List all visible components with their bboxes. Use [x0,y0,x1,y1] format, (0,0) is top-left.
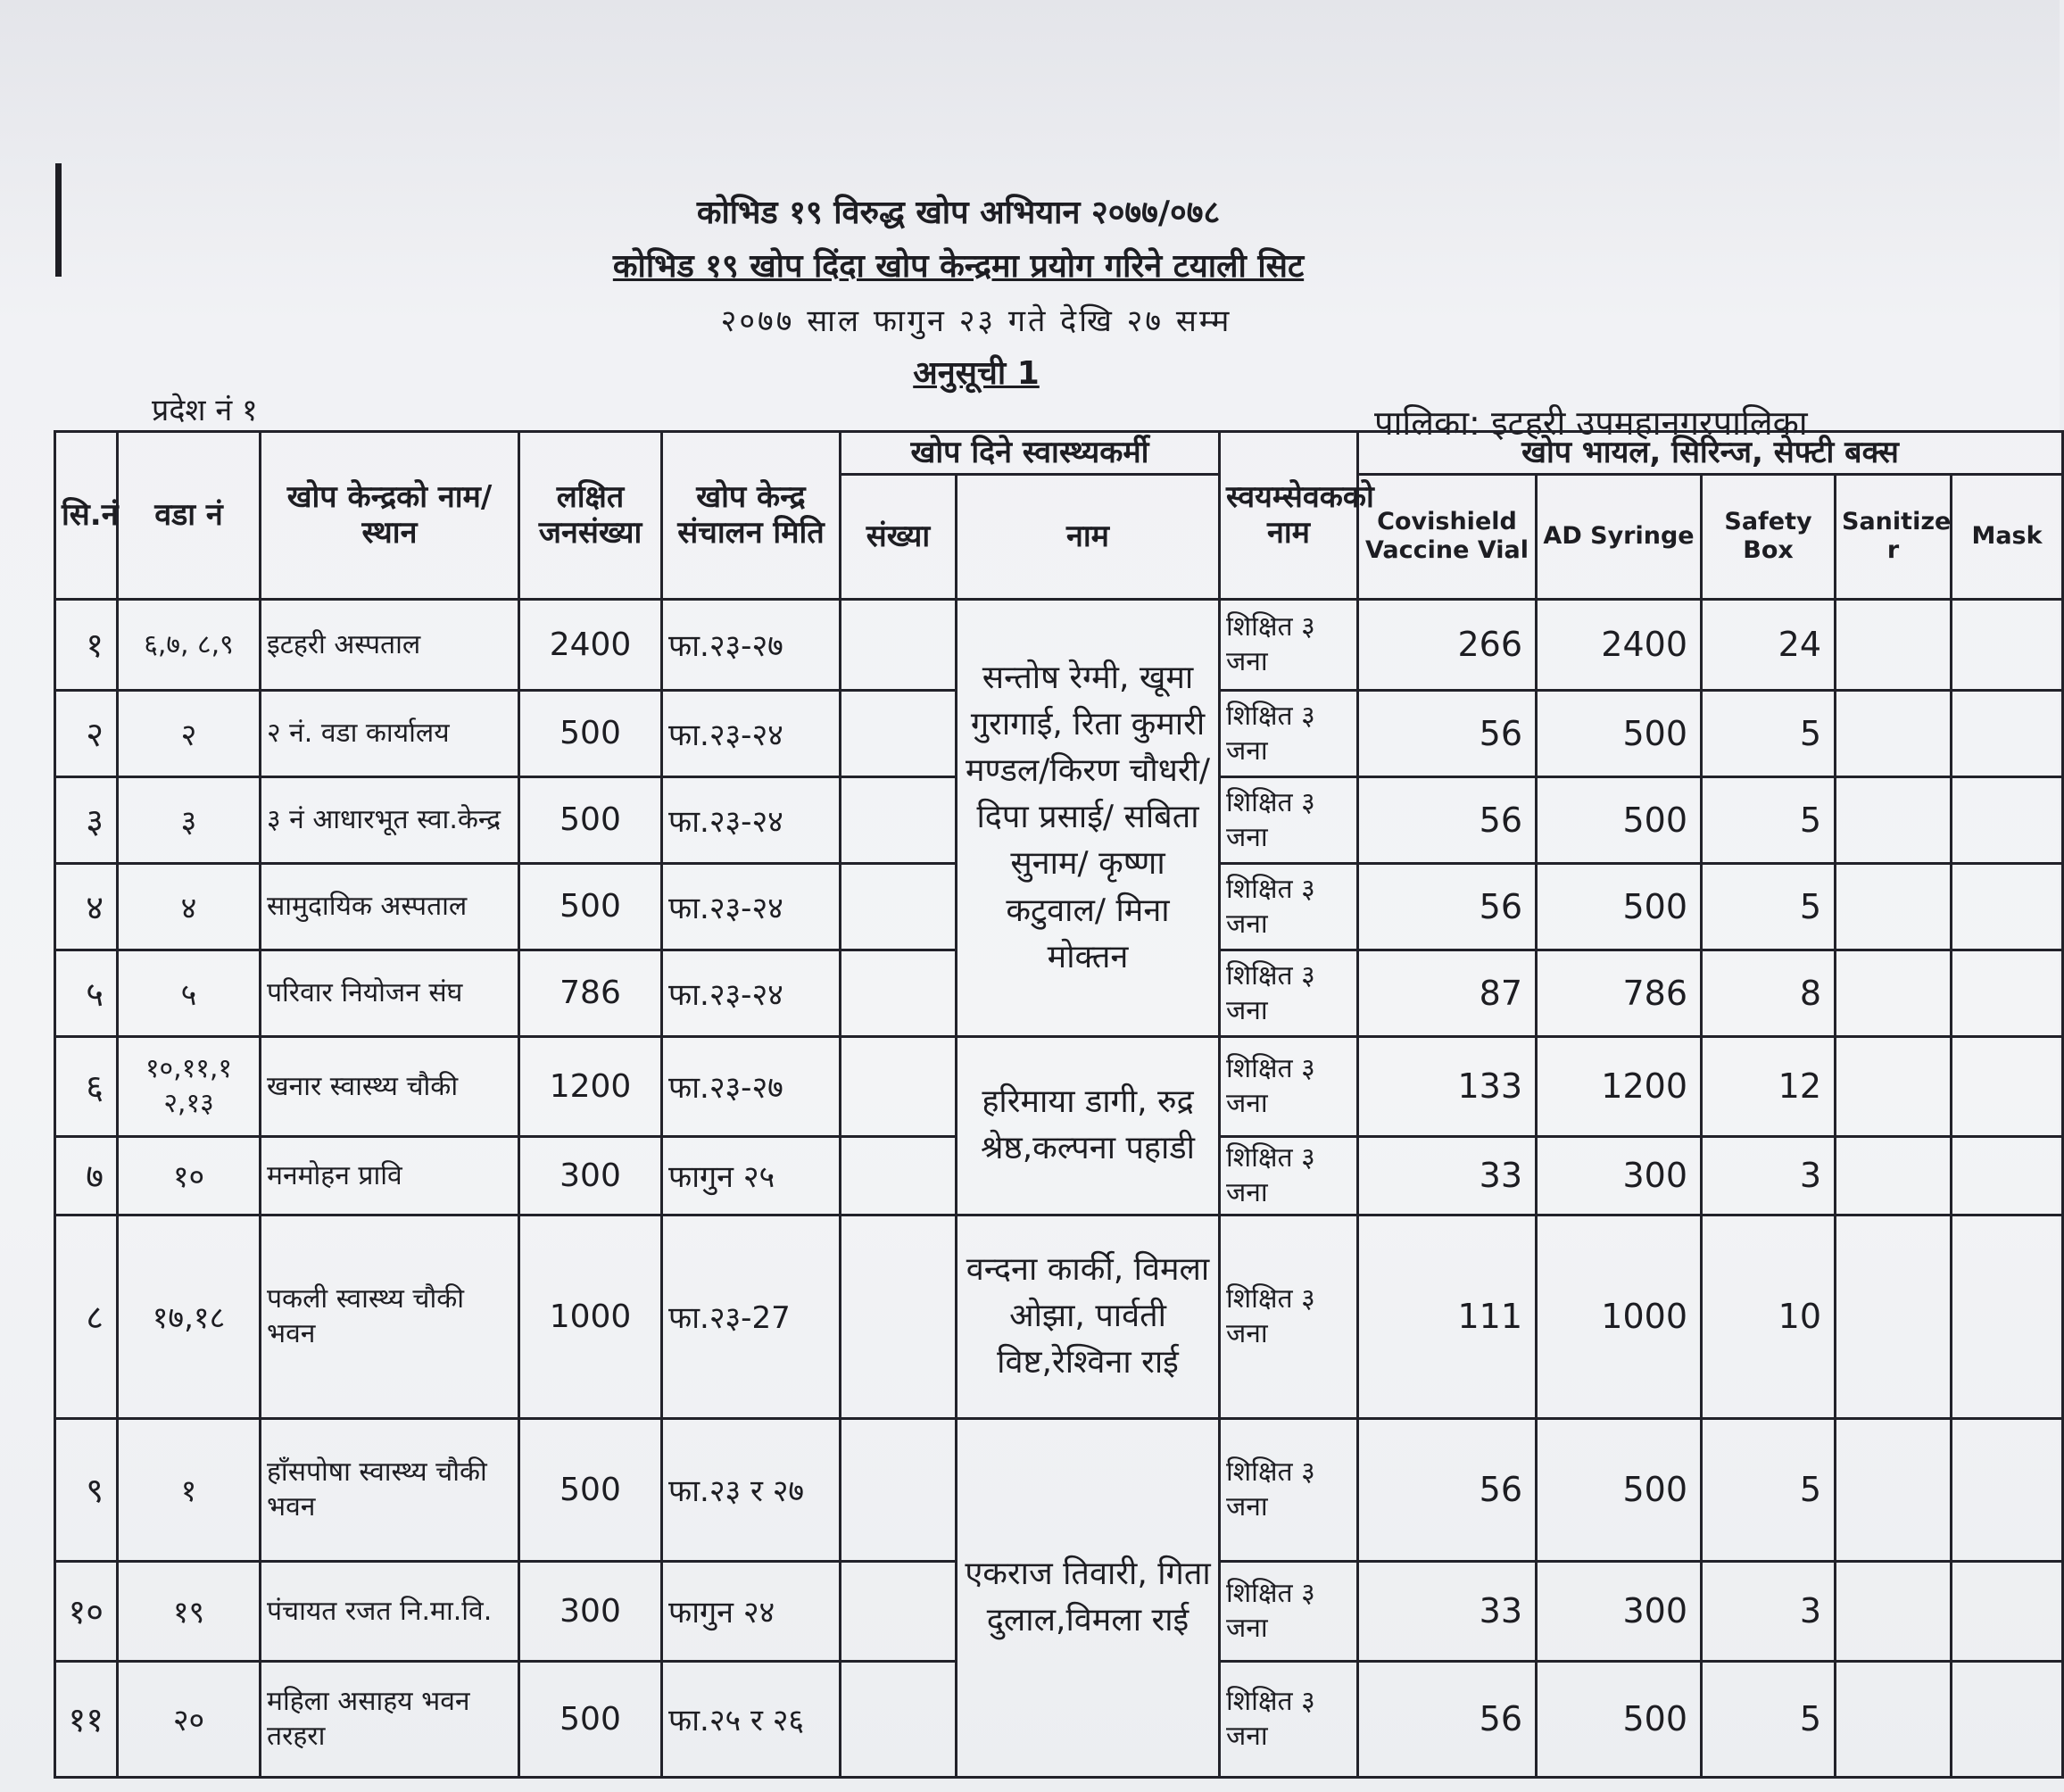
header-sanitizer: Sanitize r [1836,474,1952,599]
cell-sn: ३ [55,776,118,863]
cell-syringe: 1000 [1537,1215,1702,1418]
cell-sanitizer [1836,1418,1952,1561]
cell-sn: ९ [55,1418,118,1561]
cell-date: फागुन २४ [662,1561,841,1661]
cell-syringe: 786 [1537,950,1702,1036]
cell-ward: १७,१८ [118,1215,261,1418]
cell-population: 500 [519,863,662,950]
cell-syringe: 500 [1537,1418,1702,1561]
cell-vial: 33 [1358,1561,1537,1661]
cell-vial: 111 [1358,1215,1537,1418]
cell-safety-box: 8 [1702,950,1836,1036]
cell-date: फा.२५ र २६ [662,1661,841,1777]
header-population: लक्षित जनसंख्या [519,432,662,600]
tally-table [54,430,2064,1779]
header-ward: वडा नं [118,432,261,600]
cell-safety-box: 5 [1702,863,1836,950]
cell-safety-box: 3 [1702,1136,1836,1215]
cell-syringe: 300 [1537,1561,1702,1661]
cell-count [841,1418,957,1561]
cell-mask [1952,863,2063,950]
cell-vial: 33 [1358,1136,1537,1215]
cell-safety-box: 10 [1702,1215,1836,1418]
cell-volunteer: शिक्षित ३ जना [1220,950,1358,1036]
cell-date: फा.२३-२७ [662,599,841,690]
cell-center: हाँसपोषा स्वास्थ्य चौकी भवन [261,1418,519,1561]
cell-count [841,1215,957,1418]
cell-volunteer: शिक्षित ३ जना [1220,599,1358,690]
cell-count [841,1036,957,1136]
cell-count [841,1561,957,1661]
header-sn: सि.नं [55,432,118,600]
cell-vial: 87 [1358,950,1537,1036]
cell-mask [1952,950,2063,1036]
cell-center: महिला असाहय भवन तरहरा [261,1661,519,1777]
cell-population: 500 [519,690,662,776]
cell-population: 1000 [519,1215,662,1418]
cell-sn: ५ [55,950,118,1036]
cell-ward: १० [118,1136,261,1215]
cell-sanitizer [1836,776,1952,863]
cell-mask [1952,690,2063,776]
cell-population: 300 [519,1561,662,1661]
header-count: संख्या [841,474,957,599]
cell-syringe: 1200 [1537,1036,1702,1136]
cell-vial: 266 [1358,599,1537,690]
cell-volunteer: शिक्षित ३ जना [1220,776,1358,863]
cell-syringe: 300 [1537,1136,1702,1215]
cell-vial: 56 [1358,690,1537,776]
cell-safety-box: 5 [1702,1418,1836,1561]
header-vial: Covishield Vaccine Vial [1358,474,1537,599]
cell-count [841,950,957,1036]
cell-sanitizer [1836,1136,1952,1215]
cell-population: 500 [519,776,662,863]
header-volunteer: स्वयम्सेवकको नाम [1220,432,1358,600]
cell-vial: 56 [1358,776,1537,863]
municipality-label: पालिका: इटहरी उपमहानगरपालिका [1374,403,1808,443]
cell-safety-box: 5 [1702,776,1836,863]
cell-sn: ११ [55,1661,118,1777]
cell-volunteer: शिक्षित ३ जना [1220,1215,1358,1418]
cell-mask [1952,1136,2063,1215]
cell-count [841,1136,957,1215]
cell-center: इटहरी अस्पताल [261,599,519,690]
cell-ward: १०,११,१ २,१३ [118,1036,261,1136]
cell-syringe: 500 [1537,863,1702,950]
cell-vial: 56 [1358,863,1537,950]
cell-ward: १९ [118,1561,261,1661]
cell-sanitizer [1836,950,1952,1036]
header-date: खोप केन्द्र संचालन मिति [662,432,841,600]
cell-staff-group-2: हरिमाया डागी, रुद्र श्रेष्ठ,कल्पना पहाडी [957,1036,1220,1215]
cell-syringe: 500 [1537,1661,1702,1777]
cell-volunteer: शिक्षित ३ जना [1220,1136,1358,1215]
cell-sn: ६ [55,1036,118,1136]
cell-safety-box: 5 [1702,1661,1836,1777]
campaign-title: कोभिड १९ विरुद्ध खोप अभियान २०७७/०७८ [696,195,1221,231]
cell-safety-box: 3 [1702,1561,1836,1661]
cell-mask [1952,1561,2063,1661]
cell-vial: 133 [1358,1036,1537,1136]
cell-center: २ नं. वडा कार्यालय [261,690,519,776]
table-row [55,1215,2063,1418]
cell-date: फा.२३-27 [662,1215,841,1418]
cell-center: सामुदायिक अस्पताल [261,863,519,950]
cell-ward: ४ [118,863,261,950]
cell-ward: ३ [118,776,261,863]
cell-sn: ७ [55,1136,118,1215]
date-range: २०७७ साल फागुन २३ गते देखि २७ सम्म [720,303,1232,339]
cell-volunteer: शिक्षित ३ जना [1220,1561,1358,1661]
cell-date: फा.२३-२७ [662,1036,841,1136]
cell-population: 786 [519,950,662,1036]
cell-date: फा.२३-२४ [662,776,841,863]
cell-count [841,776,957,863]
cell-center: परिवार नियोजन संघ [261,950,519,1036]
cell-sanitizer [1836,690,1952,776]
header-center: खोप केन्द्रको नाम/स्थान [261,432,519,600]
cell-count [841,863,957,950]
cell-center: मनमोहन प्रावि [261,1136,519,1215]
table-row [55,599,2063,690]
cell-date: फा.२३-२४ [662,863,841,950]
cell-population: 1200 [519,1036,662,1136]
cell-ward: १ [118,1418,261,1561]
cell-population: 500 [519,1661,662,1777]
cell-count [841,599,957,690]
cell-population: 300 [519,1136,662,1215]
header-row-1 [55,432,2063,475]
cell-mask [1952,599,2063,690]
cell-count [841,690,957,776]
header-safety-box: Safety Box [1702,474,1836,599]
cell-sn: ४ [55,863,118,950]
cell-mask [1952,1661,2063,1777]
cell-population: 500 [519,1418,662,1561]
sheet-title: कोभिड १९ खोप दिंदा खोप केन्द्रमा प्रयोग गरिने टयाली सिट [612,248,1305,285]
cell-syringe: 500 [1537,776,1702,863]
cell-sn: १ [55,599,118,690]
cell-vial: 56 [1358,1418,1537,1561]
cell-count [841,1661,957,1777]
cell-date: फागुन २५ [662,1136,841,1215]
cell-safety-box: 5 [1702,690,1836,776]
header-mask: Mask [1952,474,2063,599]
cell-staff-group-4: एकराज तिवारी, गिता दुलाल,विमला राई [957,1418,1220,1777]
cell-safety-box: 12 [1702,1036,1836,1136]
cell-sanitizer [1836,863,1952,950]
cell-volunteer: शिक्षित ३ जना [1220,690,1358,776]
cell-mask [1952,1215,2063,1418]
cell-sanitizer [1836,1661,1952,1777]
cell-staff-group-1: सन्तोष रेग्मी, खूमा गुरागाई, रिता कुमारी मण्डल/किरण चौधरी/दिपा प्रसाई/ सबिता सुनाम/ कृष्णा कटुवाल/ मिना मोक्तन [957,599,1220,1036]
cell-ward: ५ [118,950,261,1036]
cell-volunteer: शिक्षित ३ जना [1220,863,1358,950]
table-row [55,1036,2063,1136]
cell-center: पंचायत रजत नि.मा.वि. [261,1561,519,1661]
cell-staff-group-3: वन्दना कार्की, विमला ओझा, पार्वती विष्ट,रेश्विना राई [957,1215,1220,1418]
cell-ward: २ [118,690,261,776]
cell-sn: ८ [55,1215,118,1418]
header-syringe: AD Syringe [1537,474,1702,599]
cell-volunteer: शिक्षित ३ जना [1220,1661,1358,1777]
cell-sanitizer [1836,1036,1952,1136]
cell-sanitizer [1836,599,1952,690]
cell-date: फा.२३-२४ [662,950,841,1036]
cell-volunteer: शिक्षित ३ जना [1220,1036,1358,1136]
cell-date: फा.२३ र २७ [662,1418,841,1561]
cell-mask [1952,1036,2063,1136]
table-row [55,1418,2063,1561]
cell-population: 2400 [519,599,662,690]
cell-syringe: 2400 [1537,599,1702,690]
cell-sn: १० [55,1561,118,1661]
cell-volunteer: शिक्षित ३ जना [1220,1418,1358,1561]
cell-center: ३ नं आधारभूत स्वा.केन्द्र [261,776,519,863]
cell-center: पकली स्वास्थ्य चौकी भवन [261,1215,519,1418]
cell-syringe: 500 [1537,690,1702,776]
cell-mask [1952,1418,2063,1561]
header-supplies: खोप भायल, सिरिन्ज, सेफ्टी बक्स [1358,432,2063,475]
cell-center: खनार स्वास्थ्य चौकी [261,1036,519,1136]
cell-sanitizer [1836,1215,1952,1418]
cell-safety-box: 24 [1702,599,1836,690]
annex-title: अनुसूची 1 [913,355,1040,392]
header-name: नाम [957,474,1220,599]
cell-sanitizer [1836,1561,1952,1661]
cell-ward: ६,७, ८,९ [118,599,261,690]
cell-date: फा.२३-२४ [662,690,841,776]
cell-ward: २० [118,1661,261,1777]
cell-sn: २ [55,690,118,776]
province-label: प्रदेश नं १ [152,393,258,428]
header-health-workers: खोप दिने स्वास्थ्यकर्मी [841,432,1220,475]
cell-vial: 56 [1358,1661,1537,1777]
cell-mask [1952,776,2063,863]
